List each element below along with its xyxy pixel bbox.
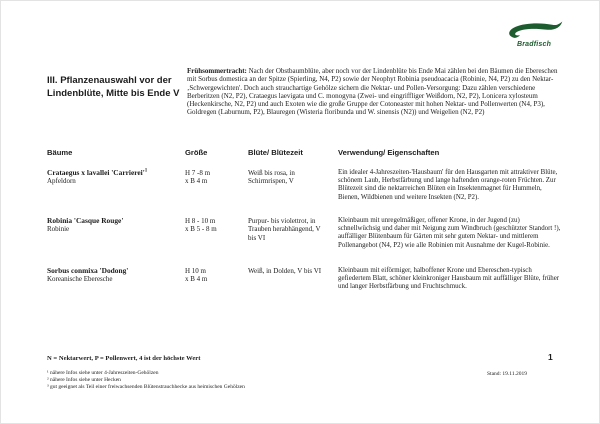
tree-usage: Kleinbaum mit unregelmäßiger, offener Krone, in der Jugend (zu) schnellwüchsig und daher mit Neigung zum Windbruch (geschützter Standort !), auffälliger Blütenbaum für Gärten mit sehr gutem Nektar- und mittlerem Pollenangebot (N4, P2) wie alle Robinien mit Ausnahme der Kugel-Robinie. bbox=[338, 217, 561, 249]
tree-name: Sorbus conmixa 'Dodong' bbox=[47, 266, 129, 275]
intro-lead: Frühsommertracht: bbox=[187, 67, 247, 75]
footnotes bbox=[47, 370, 245, 391]
tree-bloom: Weiß bis rosa, in Schirmrispen, V bbox=[248, 169, 295, 186]
tree-common-name: Robinie bbox=[47, 225, 70, 234]
page-title-line1: III. Pflanzenauswahl vor der bbox=[47, 75, 172, 86]
tree-size-height: H 8 - 10 m bbox=[185, 217, 216, 225]
footnote-2: ² nähere Infos siehe unter Hecken bbox=[47, 377, 121, 383]
tree-common-name: Apfeldorn bbox=[47, 177, 76, 186]
table-row bbox=[47, 169, 565, 202]
tree-cell bbox=[47, 169, 185, 202]
tree-name: Robinia 'Casque Rouge' bbox=[47, 216, 124, 225]
intro-body: Nach der Obstbaumblüte, aber noch vor der Lindenblüte bis Ende Mai zählen bei den Bäumen die Ebereschen mit Sorbus domestica an der Spitze (Spierling, N4, P2) sowie der Neophyt Robinia pseudoacacia (Robinie, N4, P2) zu den Nektar-‚Schwergewichten'. Doch auch strauchartige Gehölze sichern die Nektar- und Pollen-Versorgung: Dazu zählen verschiedene Berberitzen (N2, P2), Crataegus laevigata und C. monogyna (Zwei- und eingriffliger Weißdorn, N2, P2), Lonicera xylosteum (Heckenkirsche, N2, P2) und auch Exoten wie die große Gruppe der Cotoneaster mit hohen Nektar- und Pollenwerten (N4, P3), Goldregen (Laburnum, P2), Blauregen (Wisteria floribunda und W. sinensis (N2)) und Weigelien (N2, P2) bbox=[187, 67, 558, 117]
tree-size-height: H 7 -8 m bbox=[185, 169, 211, 177]
page-title bbox=[47, 74, 197, 100]
tree-name-text: Crataegus x lavallei 'Carrierei' bbox=[47, 168, 145, 177]
intro-paragraph bbox=[187, 67, 567, 117]
tree-bloom: Purpur- bis violettrot, in Trauben herabhängend, V bis VI bbox=[248, 217, 321, 242]
tree-size-width: x B 5 - 8 m bbox=[185, 225, 217, 234]
column-header-bluete: Blüte/ Blütezeit bbox=[248, 148, 303, 157]
tree-common-name: Koreanische Eberesche bbox=[47, 275, 113, 284]
tree-name-footnote-ref: 1 bbox=[144, 168, 148, 174]
logo-brand-text: Bradfisch bbox=[516, 41, 552, 48]
tree-cell bbox=[47, 217, 185, 250]
footnote-3: ³ gut geeignet als Teil einer freiwachsenden Blütenstrauchhecke aus heimischen Gehölzen bbox=[47, 384, 245, 390]
table-row bbox=[47, 217, 565, 250]
table-row bbox=[47, 267, 565, 292]
tree-name bbox=[47, 169, 185, 177]
tree-usage: Ein idealer 4-Jahreszeiten-'Hausbaum' für den Hausgarten mit attraktiver Blüte, schönem Laub, Herbstfärbung und lange haftenden orange-roten Früchten. Zur Blütezeit sind die nektarreichen Blüten ein Insektenmagnet für Hummeln, Bienen, Wildbienen und weitere Insekten (N2, P2). bbox=[338, 169, 558, 201]
revision-date: Stand: 19.11.2019 bbox=[487, 371, 527, 377]
column-header-baeume: Bäume bbox=[47, 148, 73, 157]
tree-size bbox=[185, 267, 248, 292]
table-header-row bbox=[47, 148, 565, 157]
company-logo bbox=[502, 20, 566, 48]
tree-size bbox=[185, 217, 248, 250]
tree-size-width: x B 4 m bbox=[185, 275, 208, 284]
column-header-groesse: Größe bbox=[185, 148, 208, 157]
tree-size-width: x B 4 m bbox=[185, 177, 208, 186]
value-legend: N = Nektarwert, P = Pollenwert, 4 ist der höchste Wert bbox=[47, 355, 201, 362]
footnote-1: ¹ nähere Infos siehe unter 4-Jahreszeiten-Gehölzen bbox=[47, 370, 159, 376]
tree-size bbox=[185, 169, 248, 202]
page-number: 1 bbox=[548, 352, 553, 362]
tree-size-height: H 10 m bbox=[185, 267, 206, 275]
tree-cell bbox=[47, 267, 185, 292]
tree-usage: Kleinbaum mit eiförmiger, halboffener Krone und Ebereschen-typisch gefiedertem Blatt, schöner kleinkroniger Hausbaum mit auffälliger Blüte, früher und langer Herbstfärbung und Fruchtschmuck. bbox=[338, 267, 560, 291]
tree-bloom: Weiß, in Dolden, V bis VI bbox=[248, 267, 322, 275]
column-header-verwendung: Verwendung/ Eigenschaften bbox=[338, 148, 440, 157]
page-title-line2: Lindenblüte, Mitte bis Ende V bbox=[47, 88, 180, 99]
